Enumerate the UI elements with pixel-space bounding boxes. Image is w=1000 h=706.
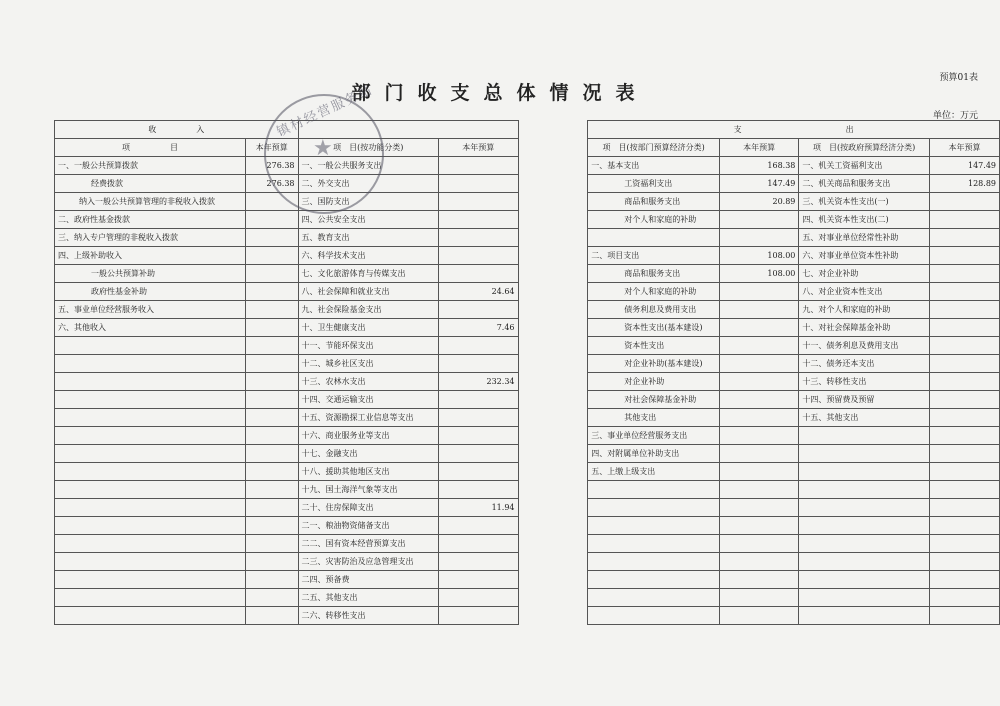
table-row — [55, 283, 1000, 301]
func-budget-cell — [438, 337, 518, 355]
table-gap — [518, 211, 588, 229]
table-gap — [518, 355, 588, 373]
table-gap — [518, 481, 588, 499]
func-item-cell: 四、公共安全支出 — [298, 211, 438, 229]
income-budget-cell — [246, 355, 299, 373]
income-budget-cell — [246, 553, 299, 571]
gov-econ-item-cell: 十、对社会保障基金补助 — [799, 319, 930, 337]
dept-econ-budget-cell — [719, 301, 799, 319]
dept-econ-item-cell — [588, 517, 720, 535]
dept-econ-budget-cell: 108.00 — [719, 265, 799, 283]
gov-econ-budget-cell — [929, 463, 999, 481]
dept-econ-budget-cell — [719, 499, 799, 517]
gov-econ-item-cell: 五、对事业单位经常性补助 — [799, 229, 930, 247]
income-item-cell: 六、其他收入 — [55, 319, 246, 337]
income-budget-cell — [246, 607, 299, 625]
col-dept-econ-header: 项 目(按部门预算经济分类) — [588, 139, 720, 157]
func-budget-cell — [438, 481, 518, 499]
dept-econ-item-cell: 三、事业单位经营服务支出 — [588, 427, 720, 445]
section-header-row — [55, 121, 1000, 139]
table-row — [55, 427, 1000, 445]
table-gap — [518, 229, 588, 247]
gov-econ-item-cell: 十四、预留费及预留 — [799, 391, 930, 409]
func-item-cell: 二十、住房保障支出 — [298, 499, 438, 517]
table-gap — [518, 409, 588, 427]
dept-econ-budget-cell — [719, 355, 799, 373]
table-row — [55, 463, 1000, 481]
table-gap — [518, 607, 588, 625]
table-gap — [518, 499, 588, 517]
dept-econ-budget-cell — [719, 589, 799, 607]
func-item-cell: 三、国防支出 — [298, 193, 438, 211]
dept-econ-budget-cell — [719, 211, 799, 229]
dept-econ-budget-cell — [719, 607, 799, 625]
table-row — [55, 175, 1000, 193]
dept-econ-budget-cell: 147.49 — [719, 175, 799, 193]
dept-econ-budget-cell — [719, 463, 799, 481]
func-item-cell: 七、文化旅游体育与传媒支出 — [298, 265, 438, 283]
table-gap — [518, 139, 588, 157]
func-budget-cell — [438, 301, 518, 319]
income-item-cell — [55, 409, 246, 427]
income-budget-cell — [246, 535, 299, 553]
income-item-cell — [55, 571, 246, 589]
table-gap — [518, 319, 588, 337]
income-item-cell: 一般公共预算补助 — [55, 265, 246, 283]
income-budget-cell — [246, 265, 299, 283]
dept-econ-budget-cell — [719, 319, 799, 337]
func-item-cell: 六、科学技术支出 — [298, 247, 438, 265]
gov-econ-budget-cell — [929, 265, 999, 283]
dept-econ-budget-cell — [719, 445, 799, 463]
unit-label: 单位：万元 — [932, 111, 978, 121]
gov-econ-budget-cell — [929, 553, 999, 571]
dept-econ-item-cell: 对企业补助 — [588, 373, 720, 391]
func-item-cell: 十二、城乡社区支出 — [298, 355, 438, 373]
dept-econ-budget-cell — [719, 517, 799, 535]
func-budget-cell — [438, 355, 518, 373]
gov-econ-item-cell — [799, 445, 930, 463]
func-budget-cell: 11.94 — [438, 499, 518, 517]
table-row — [55, 517, 1000, 535]
func-item-cell: 二五、其他支出 — [298, 589, 438, 607]
func-item-cell: 十六、商业服务业等支出 — [298, 427, 438, 445]
gov-econ-item-cell: 七、对企业补助 — [799, 265, 930, 283]
income-item-cell — [55, 517, 246, 535]
dept-econ-item-cell — [588, 535, 720, 553]
dept-econ-item-cell: 债务利息及费用支出 — [588, 301, 720, 319]
func-budget-cell — [438, 535, 518, 553]
gov-econ-budget-cell — [929, 247, 999, 265]
gov-econ-budget-cell — [929, 211, 999, 229]
gov-econ-item-cell — [799, 499, 930, 517]
table-row — [55, 265, 1000, 283]
page-title: 部门收支总体情况表 — [351, 82, 649, 104]
func-budget-cell: 24.64 — [438, 283, 518, 301]
func-item-cell: 十八、援助其他地区支出 — [298, 463, 438, 481]
gov-econ-item-cell — [799, 571, 930, 589]
table-row — [55, 247, 1000, 265]
dept-econ-budget-cell — [719, 481, 799, 499]
func-budget-cell — [438, 553, 518, 571]
gov-econ-budget-cell — [929, 499, 999, 517]
dept-econ-item-cell — [588, 553, 720, 571]
gov-econ-budget-cell: 128.89 — [929, 175, 999, 193]
gov-econ-item-cell — [799, 481, 930, 499]
table-row — [55, 571, 1000, 589]
income-budget-cell: 276.38 — [246, 157, 299, 175]
table-gap — [518, 553, 588, 571]
income-item-cell — [55, 427, 246, 445]
income-item-cell: 四、上级补助收入 — [55, 247, 246, 265]
func-item-cell: 十、卫生健康支出 — [298, 319, 438, 337]
star-icon: ★ — [313, 136, 333, 161]
table-gap — [518, 175, 588, 193]
table-row — [55, 535, 1000, 553]
dept-econ-item-cell: 商品和服务支出 — [588, 265, 720, 283]
func-budget-cell — [438, 211, 518, 229]
table-gap — [518, 265, 588, 283]
table-code: 预算01表 — [939, 73, 978, 83]
income-budget-cell — [246, 229, 299, 247]
gov-econ-budget-cell — [929, 481, 999, 499]
func-budget-cell — [438, 571, 518, 589]
col-gov-econ-header: 项 目(按政府预算经济分类) — [799, 139, 930, 157]
column-header-row — [55, 139, 1000, 157]
income-budget-cell — [246, 481, 299, 499]
table-row — [55, 355, 1000, 373]
income-item-cell — [55, 355, 246, 373]
func-item-cell: 十七、金融支出 — [298, 445, 438, 463]
func-item-cell: 二二、国有资本经营预算支出 — [298, 535, 438, 553]
dept-econ-item-cell: 商品和服务支出 — [588, 193, 720, 211]
table-gap — [518, 247, 588, 265]
col-func-header: 项 目(按功能分类) — [298, 139, 438, 157]
table-row — [55, 229, 1000, 247]
dept-econ-item-cell: 对社会保障基金补助 — [588, 391, 720, 409]
income-item-cell — [55, 553, 246, 571]
income-item-cell — [55, 373, 246, 391]
dept-econ-budget-cell: 20.89 — [719, 193, 799, 211]
income-budget-cell — [246, 499, 299, 517]
income-budget-cell — [246, 319, 299, 337]
func-item-cell: 九、社会保险基金支出 — [298, 301, 438, 319]
gov-econ-item-cell: 九、对个人和家庭的补助 — [799, 301, 930, 319]
col-budget-header: 本年预算 — [246, 139, 299, 157]
dept-econ-item-cell: 二、项目支出 — [588, 247, 720, 265]
dept-econ-item-cell — [588, 481, 720, 499]
dept-econ-budget-cell — [719, 409, 799, 427]
dept-econ-item-cell — [588, 571, 720, 589]
gov-econ-budget-cell — [929, 409, 999, 427]
dept-econ-item-cell — [588, 229, 720, 247]
table-row — [55, 319, 1000, 337]
dept-econ-item-cell: 资本性支出(基本建设) — [588, 319, 720, 337]
gov-econ-item-cell: 一、机关工资福利支出 — [799, 157, 930, 175]
gov-econ-budget-cell — [929, 589, 999, 607]
func-budget-cell — [438, 589, 518, 607]
table-gap — [518, 427, 588, 445]
gov-econ-item-cell — [799, 589, 930, 607]
dept-econ-item-cell: 对个人和家庭的补助 — [588, 283, 720, 301]
gov-econ-budget-cell — [929, 445, 999, 463]
dept-econ-item-cell: 四、对附属单位补助支出 — [588, 445, 720, 463]
dept-econ-budget-cell — [719, 553, 799, 571]
table-row — [55, 481, 1000, 499]
income-item-cell — [55, 481, 246, 499]
gov-econ-item-cell — [799, 535, 930, 553]
table-gap — [518, 589, 588, 607]
gov-econ-budget-cell — [929, 607, 999, 625]
table-row — [55, 409, 1000, 427]
income-item-cell: 政府性基金补助 — [55, 283, 246, 301]
income-item-cell — [55, 589, 246, 607]
table-gap — [518, 535, 588, 553]
expense-header: 支 出 — [588, 121, 1000, 139]
table-gap — [518, 337, 588, 355]
gov-econ-budget-cell — [929, 319, 999, 337]
table-gap — [518, 373, 588, 391]
dept-econ-item-cell — [588, 607, 720, 625]
table-gap — [518, 283, 588, 301]
income-item-cell — [55, 445, 246, 463]
func-item-cell: 二一、粮油物资储备支出 — [298, 517, 438, 535]
dept-econ-item-cell: 工资福利支出 — [588, 175, 720, 193]
dept-econ-budget-cell — [719, 337, 799, 355]
income-item-cell — [55, 463, 246, 481]
dept-econ-item-cell: 一、基本支出 — [588, 157, 720, 175]
gov-econ-budget-cell — [929, 427, 999, 445]
gov-econ-item-cell: 十一、债务利息及费用支出 — [799, 337, 930, 355]
gov-econ-item-cell: 三、机关资本性支出(一) — [799, 193, 930, 211]
income-budget-cell: 276.38 — [246, 175, 299, 193]
dept-econ-budget-cell — [719, 283, 799, 301]
func-item-cell: 十九、国土海洋气象等支出 — [298, 481, 438, 499]
income-item-cell: 三、纳入专户管理的非税收入拨款 — [55, 229, 246, 247]
table-gap — [518, 517, 588, 535]
table-row — [55, 157, 1000, 175]
func-item-cell: 二六、转移性支出 — [298, 607, 438, 625]
budget-table — [54, 120, 1000, 625]
gov-econ-budget-cell — [929, 391, 999, 409]
gov-econ-budget-cell — [929, 283, 999, 301]
func-budget-cell — [438, 175, 518, 193]
table-gap — [518, 445, 588, 463]
gov-econ-budget-cell — [929, 355, 999, 373]
income-header: 收 入 — [55, 121, 299, 139]
gov-econ-budget-cell — [929, 535, 999, 553]
income-budget-cell — [246, 337, 299, 355]
income-item-cell: 五、事业单位经营服务收入 — [55, 301, 246, 319]
func-budget-cell: 232.34 — [438, 373, 518, 391]
dept-econ-budget-cell: 108.00 — [719, 247, 799, 265]
table-row — [55, 337, 1000, 355]
income-budget-cell — [246, 589, 299, 607]
col-budget-header: 本年预算 — [929, 139, 999, 157]
gov-econ-budget-cell — [929, 301, 999, 319]
table-gap — [518, 391, 588, 409]
func-item-cell: 八、社会保障和就业支出 — [298, 283, 438, 301]
table-row — [55, 373, 1000, 391]
income-item-cell: 经费拨款 — [55, 175, 246, 193]
table-row — [55, 301, 1000, 319]
func-item-cell: 一、一般公共服务支出 — [298, 157, 438, 175]
func-item-cell: 十三、农林水支出 — [298, 373, 438, 391]
gov-econ-budget-cell — [929, 373, 999, 391]
dept-econ-budget-cell — [719, 391, 799, 409]
dept-econ-item-cell: 其他支出 — [588, 409, 720, 427]
col-budget-header: 本年预算 — [438, 139, 518, 157]
func-budget-cell — [438, 193, 518, 211]
dept-econ-budget-cell — [719, 373, 799, 391]
gov-econ-item-cell: 八、对企业资本性支出 — [799, 283, 930, 301]
func-budget-cell — [438, 229, 518, 247]
table-gap — [518, 301, 588, 319]
func-budget-cell — [438, 265, 518, 283]
dept-econ-budget-cell — [719, 571, 799, 589]
dept-econ-budget-cell — [719, 229, 799, 247]
gov-econ-item-cell: 十二、债务还本支出 — [799, 355, 930, 373]
table-gap — [518, 121, 588, 139]
func-budget-cell — [438, 247, 518, 265]
dept-econ-item-cell: 对企业补助(基本建设) — [588, 355, 720, 373]
income-item-cell — [55, 535, 246, 553]
income-item-cell — [55, 337, 246, 355]
income-item-cell — [55, 391, 246, 409]
func-budget-cell — [438, 409, 518, 427]
gov-econ-budget-cell: 147.49 — [929, 157, 999, 175]
seal-text: 镇村经营服务站 — [274, 82, 377, 141]
income-budget-cell — [246, 373, 299, 391]
dept-econ-item-cell — [588, 589, 720, 607]
table-row — [55, 499, 1000, 517]
func-budget-cell — [438, 427, 518, 445]
dept-econ-budget-cell — [719, 427, 799, 445]
gov-econ-budget-cell — [929, 193, 999, 211]
gov-econ-item-cell — [799, 427, 930, 445]
gov-econ-item-cell: 十五、其他支出 — [799, 409, 930, 427]
income-budget-cell — [246, 391, 299, 409]
col-budget-header: 本年预算 — [719, 139, 799, 157]
gov-econ-item-cell: 二、机关商品和服务支出 — [799, 175, 930, 193]
gov-econ-item-cell: 六、对事业单位资本性补助 — [799, 247, 930, 265]
dept-econ-budget-cell — [719, 535, 799, 553]
income-budget-cell — [246, 463, 299, 481]
income-budget-cell — [246, 427, 299, 445]
gov-econ-budget-cell — [929, 229, 999, 247]
gov-econ-budget-cell — [929, 571, 999, 589]
table-gap — [518, 463, 588, 481]
gov-econ-item-cell — [799, 463, 930, 481]
income-item-cell: 二、政府性基金拨款 — [55, 211, 246, 229]
func-item-cell: 五、教育支出 — [298, 229, 438, 247]
func-item-cell: 十五、资源勘探工业信息等支出 — [298, 409, 438, 427]
func-budget-cell — [438, 391, 518, 409]
income-budget-cell — [246, 301, 299, 319]
dept-econ-item-cell — [588, 499, 720, 517]
func-item-cell: 二三、灾害防治及应急管理支出 — [298, 553, 438, 571]
dept-econ-item-cell: 资本性支出 — [588, 337, 720, 355]
table-row — [55, 607, 1000, 625]
income-budget-cell — [246, 517, 299, 535]
gov-econ-item-cell: 十三、转移性支出 — [799, 373, 930, 391]
func-budget-cell — [438, 517, 518, 535]
func-budget-cell — [438, 607, 518, 625]
func-item-cell: 二、外交支出 — [298, 175, 438, 193]
income-item-cell: 纳入一般公共预算管理的非税收入拨款 — [55, 193, 246, 211]
table-row — [55, 589, 1000, 607]
gov-econ-item-cell — [799, 607, 930, 625]
func-budget-cell — [438, 463, 518, 481]
income-budget-cell — [246, 247, 299, 265]
gov-econ-budget-cell — [929, 337, 999, 355]
official-seal — [264, 82, 384, 214]
gov-econ-item-cell — [799, 517, 930, 535]
gov-econ-item-cell — [799, 553, 930, 571]
income-budget-cell — [246, 445, 299, 463]
income-item-cell — [55, 607, 246, 625]
func-budget-cell — [438, 157, 518, 175]
func-item-cell: 二四、预备费 — [298, 571, 438, 589]
table-gap — [518, 571, 588, 589]
table-gap — [518, 157, 588, 175]
table-row — [55, 193, 1000, 211]
table-row — [55, 211, 1000, 229]
table-row — [55, 445, 1000, 463]
table-row — [55, 391, 1000, 409]
income-budget-cell — [246, 211, 299, 229]
col-item-header: 项 目 — [55, 139, 246, 157]
income-item-cell: 一、一般公共预算拨款 — [55, 157, 246, 175]
income-budget-cell — [246, 283, 299, 301]
dept-econ-item-cell: 对个人和家庭的补助 — [588, 211, 720, 229]
func-budget-cell — [438, 445, 518, 463]
func-item-cell: 十四、交通运输支出 — [298, 391, 438, 409]
func-item-cell: 十一、节能环保支出 — [298, 337, 438, 355]
income-budget-cell — [246, 409, 299, 427]
table-gap — [518, 193, 588, 211]
dept-econ-item-cell: 五、上缴上级支出 — [588, 463, 720, 481]
gov-econ-budget-cell — [929, 517, 999, 535]
func-budget-cell: 7.46 — [438, 319, 518, 337]
income-item-cell — [55, 499, 246, 517]
income-budget-cell — [246, 571, 299, 589]
table-row — [55, 553, 1000, 571]
dept-econ-budget-cell: 168.38 — [719, 157, 799, 175]
gov-econ-item-cell: 四、机关资本性支出(二) — [799, 211, 930, 229]
